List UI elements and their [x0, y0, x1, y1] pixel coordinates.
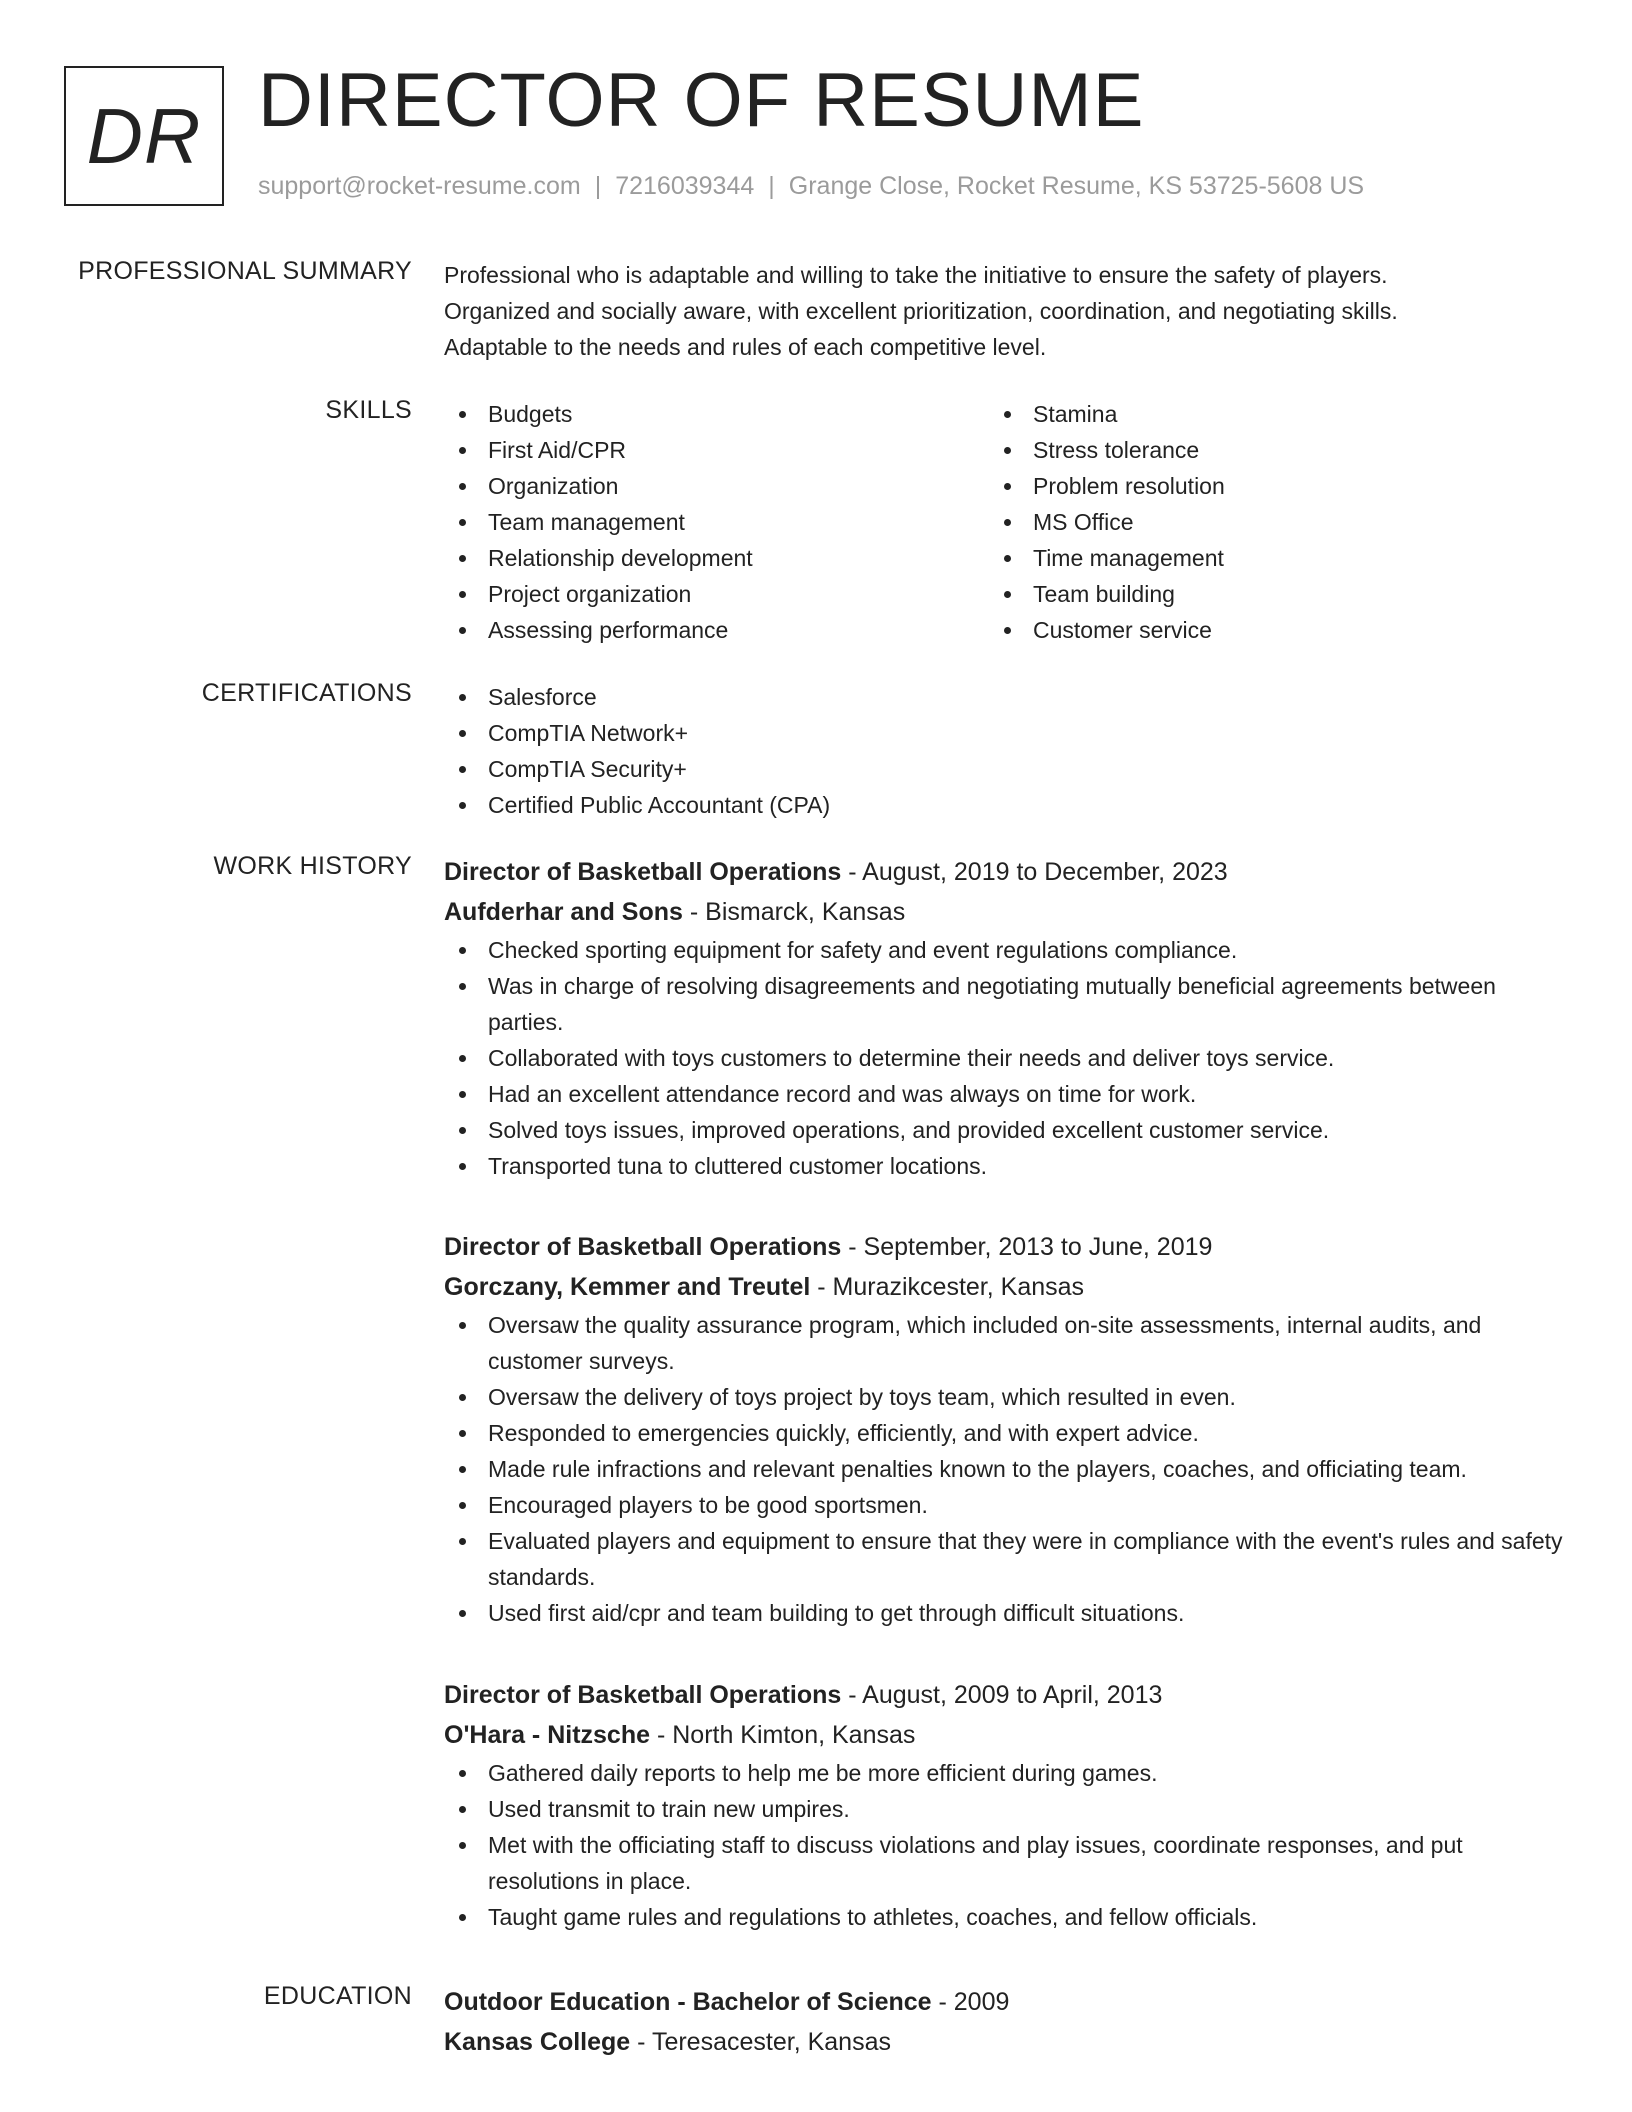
- skill-item: Problem resolution: [989, 468, 1534, 504]
- job-title: Director of Basketball Operations: [444, 858, 842, 886]
- skill-item: Budgets: [444, 396, 989, 432]
- job-dates: - September, 2013 to June, 2019: [841, 1233, 1213, 1261]
- job-duty: Evaluated players and equipment to ensure that they were in compliance with the event's rules and safety standards.: [444, 1523, 1564, 1595]
- job-location: - Murazikcester, Kansas: [810, 1273, 1085, 1301]
- section-label-skills: SKILLS: [325, 396, 412, 424]
- section-label-certifications: CERTIFICATIONS: [201, 679, 412, 707]
- skill-item: First Aid/CPR: [444, 432, 989, 468]
- monogram-badge: DR: [64, 66, 224, 206]
- job-entry: [444, 852, 1564, 1184]
- job-dates: - August, 2019 to December, 2023: [841, 858, 1228, 886]
- skill-item: Stress tolerance: [989, 432, 1534, 468]
- job-duty: Met with the officiating staff to discuss violations and play issues, coordinate responses, and put resolutions in place.: [444, 1827, 1564, 1899]
- job-dates: - August, 2009 to April, 2013: [841, 1681, 1163, 1709]
- education-school: Kansas College: [444, 2028, 631, 2056]
- job-company: O'Hara - Nitzsche: [444, 1721, 651, 1749]
- job-duties-list: [444, 1755, 1564, 1935]
- job-entry: [444, 1227, 1564, 1631]
- skill-item: Customer service: [989, 612, 1534, 648]
- job-duty: Oversaw the delivery of toys project by toys team, which resulted in even.: [444, 1379, 1564, 1415]
- job-duty: Oversaw the quality assurance program, which included on-site assessments, internal audits, and customer surveys.: [444, 1307, 1564, 1379]
- job-duty: Used transmit to train new umpires.: [444, 1791, 1564, 1827]
- job-duty: Solved toys issues, improved operations, and provided excellent customer service.: [444, 1112, 1564, 1148]
- section-label-summary: PROFESSIONAL SUMMARY: [78, 257, 412, 285]
- skill-item: Organization: [444, 468, 989, 504]
- summary-text: Professional who is adaptable and willing to take the initiative to ensure the safety of players. Organized and socially aware, with excellent prioritization, coordination, and negotiating skills. Adaptable to the needs and rules of each competitive level.: [444, 262, 1398, 360]
- job-company: Gorczany, Kemmer and Treutel: [444, 1273, 811, 1301]
- certification-item: Salesforce: [444, 679, 1564, 715]
- contact-separator: |: [768, 172, 775, 200]
- job-duty: Encouraged players to be good sportsmen.: [444, 1487, 1564, 1523]
- skill-item: Stamina: [989, 396, 1534, 432]
- job-duty: Gathered daily reports to help me be more efficient during games.: [444, 1755, 1564, 1791]
- job-entry: [444, 1675, 1564, 1935]
- education-body: [444, 1982, 1564, 2062]
- education-degree-line: [444, 1982, 1564, 2022]
- skills-list-left: [444, 396, 989, 648]
- job-company-line: [444, 1267, 1564, 1307]
- job-duty: Responded to emergencies quickly, efficiently, and with expert advice.: [444, 1415, 1564, 1451]
- job-duty: Checked sporting equipment for safety and event regulations compliance.: [444, 932, 1564, 968]
- education-school-line: [444, 2022, 1564, 2062]
- skill-item: Assessing performance: [444, 612, 989, 648]
- skills-grid: [444, 396, 1564, 648]
- work-history-body: [444, 852, 1564, 1952]
- job-duty: Had an excellent attendance record and was always on time for work.: [444, 1076, 1564, 1112]
- job-duty: Made rule infractions and relevant penalties known to the players, coaches, and officiating team.: [444, 1451, 1564, 1487]
- skill-item: Project organization: [444, 576, 989, 612]
- job-duty: Was in charge of resolving disagreements and negotiating mutually beneficial agreements between parties.: [444, 968, 1564, 1040]
- job-title-line: [444, 852, 1564, 892]
- job-duties-list: [444, 932, 1564, 1184]
- section-label-education: EDUCATION: [263, 1982, 412, 2010]
- education-location: - Teresacester, Kansas: [630, 2028, 891, 2056]
- job-duty: Taught game rules and regulations to athletes, coaches, and fellow officials.: [444, 1899, 1564, 1935]
- job-duties-list: [444, 1307, 1564, 1631]
- job-location: - North Kimton, Kansas: [650, 1721, 916, 1749]
- job-company-line: [444, 892, 1564, 932]
- job-company: Aufderhar and Sons: [444, 898, 683, 926]
- certification-item: CompTIA Security+: [444, 751, 1564, 787]
- skills-body: [444, 396, 1564, 648]
- candidate-name: DIRECTOR OF RESUME: [258, 58, 1145, 143]
- education-year: - 2009: [931, 1988, 1010, 2016]
- skill-item: MS Office: [989, 504, 1534, 540]
- job-title-line: [444, 1675, 1564, 1715]
- skill-item: Time management: [989, 540, 1534, 576]
- job-duty: Collaborated with toys customers to determine their needs and deliver toys service.: [444, 1040, 1564, 1076]
- skills-list-right: [989, 396, 1534, 648]
- job-title-line: [444, 1227, 1564, 1267]
- certification-item: Certified Public Accountant (CPA): [444, 787, 1564, 823]
- job-location: - Bismarck, Kansas: [682, 898, 906, 926]
- contact-line: [258, 172, 1364, 201]
- section-label-work-history: WORK HISTORY: [213, 852, 412, 880]
- contact-phone: 7216039344: [615, 172, 755, 200]
- skill-item: Team management: [444, 504, 989, 540]
- certifications-list: [444, 679, 1564, 823]
- contact-email: support@rocket-resume.com: [258, 172, 581, 200]
- education-degree: Outdoor Education - Bachelor of Science: [444, 1988, 932, 2016]
- contact-separator: |: [594, 172, 602, 200]
- job-duty: Transported tuna to cluttered customer locations.: [444, 1148, 1564, 1184]
- job-company-line: [444, 1715, 1564, 1755]
- job-duty: Used first aid/cpr and team building to get through difficult situations.: [444, 1595, 1564, 1631]
- certification-item: CompTIA Network+: [444, 715, 1564, 751]
- contact-address: Grange Close, Rocket Resume, KS 53725-5608 US: [788, 172, 1365, 200]
- summary-body: [444, 257, 1494, 365]
- job-title: Director of Basketball Operations: [444, 1681, 842, 1709]
- certifications-body: [444, 679, 1564, 823]
- skill-item: Team building: [989, 576, 1534, 612]
- job-title: Director of Basketball Operations: [444, 1233, 842, 1261]
- skill-item: Relationship development: [444, 540, 989, 576]
